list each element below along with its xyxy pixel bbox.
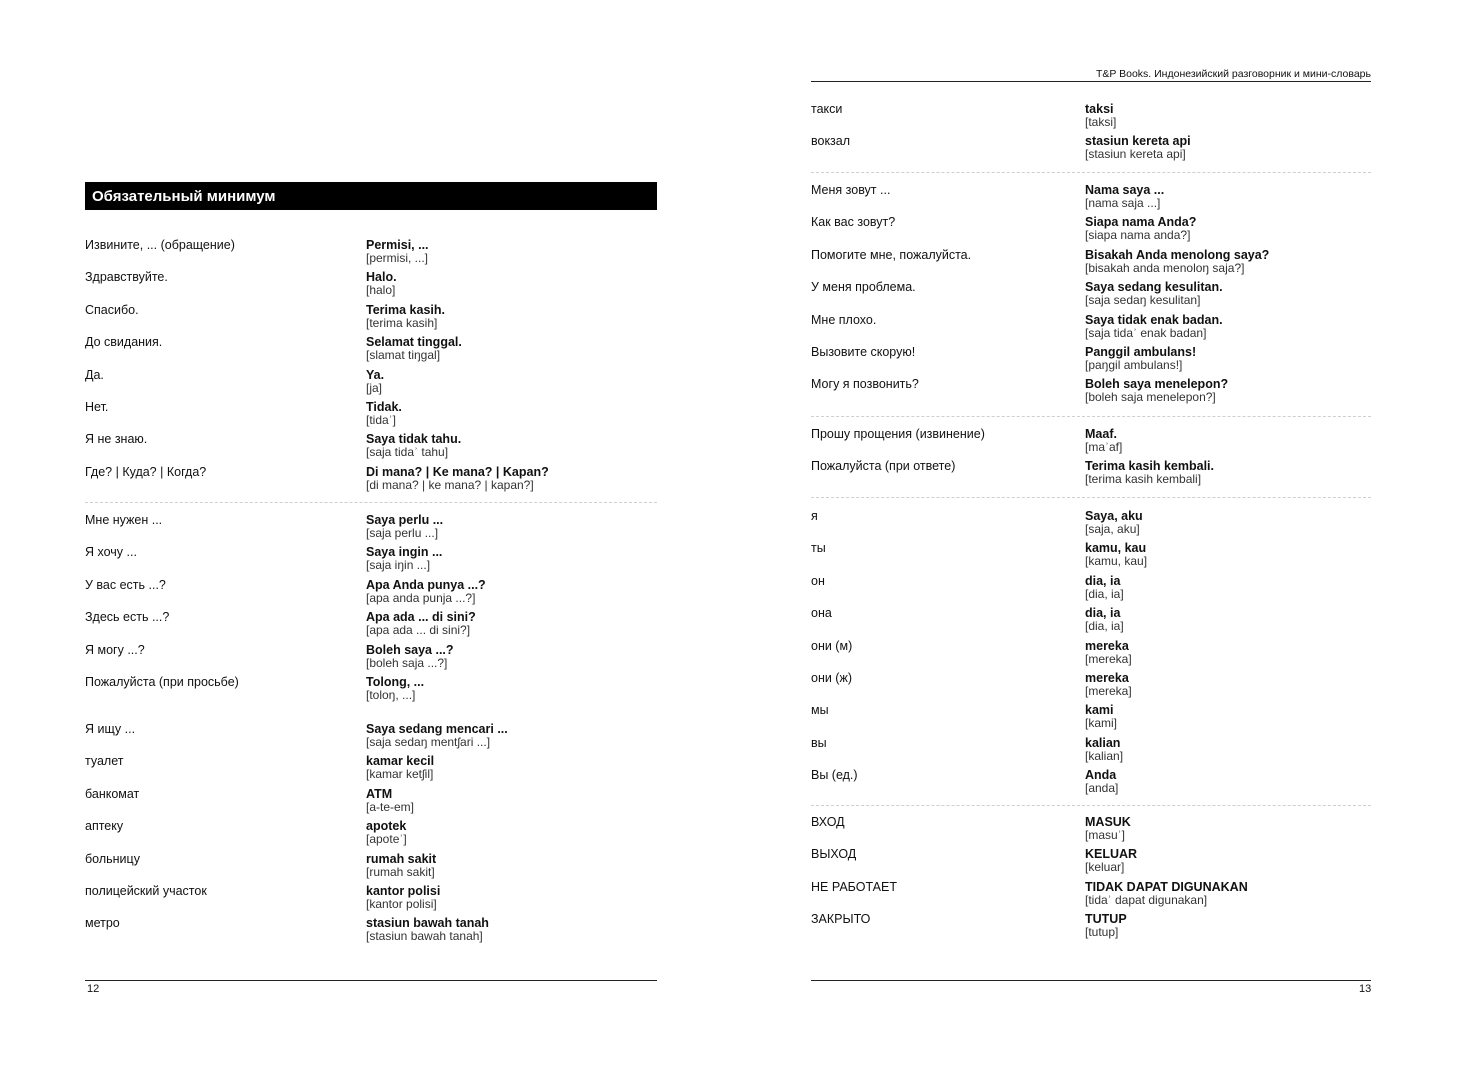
indonesian-phrase: ATM	[366, 786, 393, 801]
russian-phrase: Извините, ... (обращение)	[85, 238, 235, 252]
phrase-row	[85, 643, 645, 675]
indonesian-phrase: Tolong, ...	[366, 674, 425, 689]
indonesian-phrase: Apa Anda punya ...?	[366, 577, 486, 592]
phrase-group	[811, 509, 1371, 801]
russian-phrase: Здравствуйте.	[85, 270, 168, 285]
phrase-row	[811, 345, 1371, 377]
russian-phrase: Мне нужен ...	[85, 513, 163, 527]
phrase-row	[85, 722, 645, 754]
indonesian-phrase: Saya perlu ...	[366, 513, 444, 527]
transcription: [kantor polisi]	[366, 896, 437, 911]
transcription: [mereka]	[1085, 651, 1132, 666]
phrase-row	[811, 736, 1371, 768]
transcription: [masuʾ]	[1085, 828, 1126, 842]
russian-phrase: Мне плохо.	[811, 312, 877, 327]
indonesian-phrase: Saya, aku	[1085, 509, 1143, 523]
transcription: [saja iŋin ...]	[366, 558, 431, 573]
transcription: [apa ada ... di sini?]	[366, 623, 471, 638]
transcription: [saja tidaʾ enak badan]	[1085, 325, 1207, 340]
russian-phrase: Прошу прощения (извинение)	[811, 427, 985, 441]
page-number: 12	[87, 983, 100, 995]
indonesian-phrase: kamar kecil	[366, 754, 435, 769]
divider	[85, 502, 657, 503]
indonesian-phrase: MASUK	[1085, 815, 1131, 829]
divider	[811, 172, 1371, 173]
section-title: Обязательный минимум	[85, 182, 657, 210]
transcription: [nama saja ...]	[1085, 196, 1161, 210]
indonesian-phrase: Di mana? | Ke mana? | Kapan?	[366, 464, 549, 479]
transcription: [di mana? | ke mana? | kapan?]	[366, 477, 534, 492]
russian-phrase: мы	[811, 703, 829, 718]
phrase-row	[85, 513, 645, 545]
transcription: [terima kasih]	[366, 315, 438, 330]
transcription: [rumah sakit]	[366, 864, 435, 879]
phrase-row	[811, 377, 1371, 409]
russian-phrase: Меня зовут ...	[811, 183, 891, 197]
indonesian-phrase: Boleh saya ...?	[366, 642, 454, 657]
indonesian-phrase: Bisakah Anda menolong saya?	[1085, 247, 1270, 262]
phrase-row	[85, 335, 645, 367]
phrase-group	[811, 183, 1371, 410]
russian-phrase: Где? | Куда? | Когда?	[85, 464, 207, 479]
russian-phrase: такси	[811, 102, 843, 116]
transcription: [maʾaf]	[1085, 440, 1123, 454]
transcription: [a-te-em]	[366, 799, 415, 814]
indonesian-phrase: kantor polisi	[366, 883, 441, 898]
phrase-row	[85, 819, 645, 851]
phrase-row	[811, 815, 1371, 847]
phrase-row	[85, 465, 645, 497]
indonesian-phrase: dia, ia	[1085, 573, 1121, 588]
phrase-row	[85, 400, 645, 432]
indonesian-phrase: Terima kasih.	[366, 302, 445, 317]
phrase-row	[811, 280, 1371, 312]
footer-rule	[85, 980, 657, 981]
phrase-row	[811, 459, 1371, 491]
russian-phrase: Вы (ед.)	[811, 768, 858, 783]
indonesian-phrase: mereka	[1085, 670, 1129, 685]
russian-phrase: ЗАКРЫТО	[811, 912, 871, 927]
transcription: [mereka]	[1085, 683, 1132, 698]
indonesian-phrase: Selamat tinggal.	[366, 335, 462, 350]
phrase-row	[85, 852, 645, 884]
russian-phrase: он	[811, 573, 825, 588]
indonesian-phrase: kalian	[1085, 735, 1121, 750]
russian-phrase: Пожалуйста (при просьбе)	[85, 674, 239, 689]
russian-phrase: Пожалуйста (при ответе)	[811, 459, 956, 474]
page-number: 13	[1359, 983, 1372, 995]
running-header: T&P Books. Индонезийский разговорник и мини-словарь	[1095, 68, 1371, 80]
indonesian-phrase: kami	[1085, 703, 1114, 718]
phrase-row	[811, 248, 1371, 280]
indonesian-phrase: rumah sakit	[366, 851, 437, 866]
transcription: [anda]	[1085, 781, 1119, 796]
transcription: [keluar]	[1085, 860, 1125, 875]
indonesian-phrase: Saya sedang mencari ...	[366, 722, 508, 736]
indonesian-phrase: Ya.	[366, 367, 385, 382]
indonesian-phrase: Permisi, ...	[366, 238, 429, 252]
phrase-row	[811, 541, 1371, 573]
phrase-group	[811, 815, 1371, 945]
indonesian-phrase: KELUAR	[1085, 847, 1138, 862]
phrase-row	[811, 313, 1371, 345]
left-page	[0, 0, 732, 1080]
russian-phrase: метро	[85, 916, 120, 931]
transcription: [saja tidaʾ tahu]	[366, 445, 449, 460]
russian-phrase: У меня проблема.	[811, 280, 916, 295]
russian-phrase: Я не знаю.	[85, 432, 148, 447]
russian-phrase: я	[811, 509, 818, 523]
indonesian-phrase: Boleh saya menelepon?	[1085, 377, 1229, 392]
transcription: [apa anda punja ...?]	[366, 590, 476, 605]
transcription: [stasiun kereta api]	[1085, 147, 1186, 162]
indonesian-phrase: stasiun kereta api	[1085, 134, 1191, 149]
indonesian-phrase: Saya tidak enak badan.	[1085, 312, 1223, 327]
phrase-row	[811, 183, 1371, 215]
indonesian-phrase: Anda	[1085, 768, 1117, 783]
phrase-row	[811, 847, 1371, 879]
phrase-row	[811, 606, 1371, 638]
russian-phrase: вокзал	[811, 134, 851, 149]
phrase-row	[85, 610, 645, 642]
russian-phrase: они (ж)	[811, 670, 852, 685]
header-rule	[811, 81, 1371, 82]
indonesian-phrase: Tidak.	[366, 399, 402, 414]
phrase-row	[811, 671, 1371, 703]
phrase-row	[85, 578, 645, 610]
transcription: [halo]	[366, 283, 396, 298]
phrase-group	[85, 513, 645, 707]
russian-phrase: она	[811, 606, 832, 621]
phrase-group	[811, 427, 1371, 492]
phrase-row	[85, 368, 645, 400]
russian-phrase: полицейский участок	[85, 883, 207, 898]
phrase-row	[85, 238, 645, 270]
phrase-group	[85, 238, 645, 497]
transcription: [slamat tiŋgal]	[366, 348, 441, 363]
indonesian-phrase: Siapa nama Anda?	[1085, 215, 1197, 230]
indonesian-phrase: dia, ia	[1085, 606, 1121, 621]
russian-phrase: Могу я позвонить?	[811, 377, 919, 392]
phrase-row	[811, 880, 1371, 912]
transcription: [tidaʾ dapat digunakan]	[1085, 892, 1208, 907]
phrase-row	[85, 916, 645, 948]
indonesian-phrase: Saya ingin ...	[366, 545, 443, 560]
phrase-row	[85, 787, 645, 819]
transcription: [dia, ia]	[1085, 619, 1124, 634]
divider	[811, 416, 1371, 417]
indonesian-phrase: Nama saya ...	[1085, 183, 1165, 197]
indonesian-phrase: Maaf.	[1085, 427, 1117, 441]
indonesian-phrase: TIDAK DAPAT DIGUNAKAN	[1085, 879, 1248, 894]
russian-phrase: ВХОД	[811, 815, 845, 829]
indonesian-phrase: Panggil ambulans!	[1085, 344, 1197, 359]
indonesian-phrase: Apa ada ... di sini?	[366, 610, 476, 625]
russian-phrase: Вызовите скорую!	[811, 344, 916, 359]
russian-phrase: больницу	[85, 851, 140, 866]
indonesian-phrase: apotek	[366, 819, 407, 834]
transcription: [saja sedaŋ kesulitan]	[1085, 293, 1201, 308]
right-page	[732, 0, 1465, 1080]
phrase-group	[811, 102, 1371, 167]
transcription: [kamar ketʃil]	[366, 767, 434, 782]
footer-rule	[811, 980, 1371, 981]
russian-phrase: Здесь есть ...?	[85, 610, 170, 625]
transcription: [taksi]	[1085, 115, 1117, 129]
russian-phrase: Я ищу ...	[85, 722, 136, 736]
russian-phrase: НЕ РАБОТАЕТ	[811, 879, 897, 894]
indonesian-phrase: taksi	[1085, 102, 1114, 116]
phrase-row	[811, 427, 1371, 459]
russian-phrase: банкомат	[85, 786, 140, 801]
russian-phrase: До свидания.	[85, 335, 163, 350]
divider	[811, 497, 1371, 498]
indonesian-phrase: Terima kasih kembali.	[1085, 459, 1214, 474]
transcription: [boleh saja menelepon?]	[1085, 390, 1216, 405]
phrase-row	[811, 912, 1371, 944]
transcription: [ja]	[366, 380, 383, 395]
indonesian-phrase: Halo.	[366, 270, 397, 285]
transcription: [paŋgil ambulans!]	[1085, 357, 1183, 372]
phrase-row	[811, 639, 1371, 671]
phrase-row	[85, 884, 645, 916]
russian-phrase: туалет	[85, 754, 124, 769]
phrase-row	[811, 768, 1371, 800]
transcription: [saja sedaŋ mentʃari ...]	[366, 735, 491, 749]
phrase-row	[85, 303, 645, 335]
indonesian-phrase: kamu, kau	[1085, 541, 1147, 556]
phrase-row	[85, 432, 645, 464]
phrase-row	[811, 215, 1371, 247]
russian-phrase: аптеку	[85, 819, 124, 834]
phrase-row	[85, 754, 645, 786]
transcription: [tidaʾ]	[366, 412, 397, 427]
indonesian-phrase: TUTUP	[1085, 912, 1127, 927]
russian-phrase: ВЫХОД	[811, 847, 857, 862]
transcription: [permisi, ...]	[366, 251, 429, 265]
transcription: [tutup]	[1085, 925, 1119, 940]
russian-phrase: вы	[811, 735, 827, 750]
russian-phrase: они (м)	[811, 638, 853, 653]
russian-phrase: Я хочу ...	[85, 545, 137, 560]
russian-phrase: ты	[811, 541, 826, 556]
russian-phrase: Нет.	[85, 399, 109, 414]
transcription: [apoteʾ]	[366, 832, 407, 847]
phrase-row	[811, 102, 1371, 134]
russian-phrase: У вас есть ...?	[85, 577, 166, 592]
indonesian-phrase: Saya sedang kesulitan.	[1085, 280, 1223, 295]
transcription: [kamu, kau]	[1085, 554, 1148, 569]
phrase-row	[811, 134, 1371, 166]
transcription: [bisakah anda menoloŋ saja?]	[1085, 260, 1245, 275]
russian-phrase: Я могу ...?	[85, 642, 145, 657]
phrase-row	[811, 703, 1371, 735]
phrase-row	[811, 509, 1371, 541]
transcription: [terima kasih kembali]	[1085, 472, 1202, 487]
divider	[811, 805, 1371, 806]
phrase-group	[85, 722, 645, 949]
transcription: [stasiun bawah tanah]	[366, 929, 483, 944]
transcription: [boleh saja ...?]	[366, 655, 448, 670]
phrase-row	[85, 270, 645, 302]
russian-phrase: Да.	[85, 367, 104, 382]
phrase-row	[85, 675, 645, 707]
russian-phrase: Спасибо.	[85, 302, 139, 317]
russian-phrase: Как вас зовут?	[811, 215, 896, 230]
transcription: [siapa nama anda?]	[1085, 228, 1191, 243]
transcription: [dia, ia]	[1085, 586, 1124, 601]
russian-phrase: Помогите мне, пожалуйста.	[811, 247, 972, 262]
transcription: [kami]	[1085, 716, 1118, 731]
transcription: [toloŋ, ...]	[366, 687, 416, 702]
transcription: [kalian]	[1085, 748, 1124, 763]
transcription: [saja, aku]	[1085, 522, 1140, 536]
indonesian-phrase: mereka	[1085, 638, 1129, 653]
phrase-row	[811, 574, 1371, 606]
indonesian-phrase: stasiun bawah tanah	[366, 916, 489, 931]
indonesian-phrase: Saya tidak tahu.	[366, 432, 462, 447]
phrase-row	[85, 545, 645, 577]
transcription: [saja perlu ...]	[366, 526, 439, 540]
